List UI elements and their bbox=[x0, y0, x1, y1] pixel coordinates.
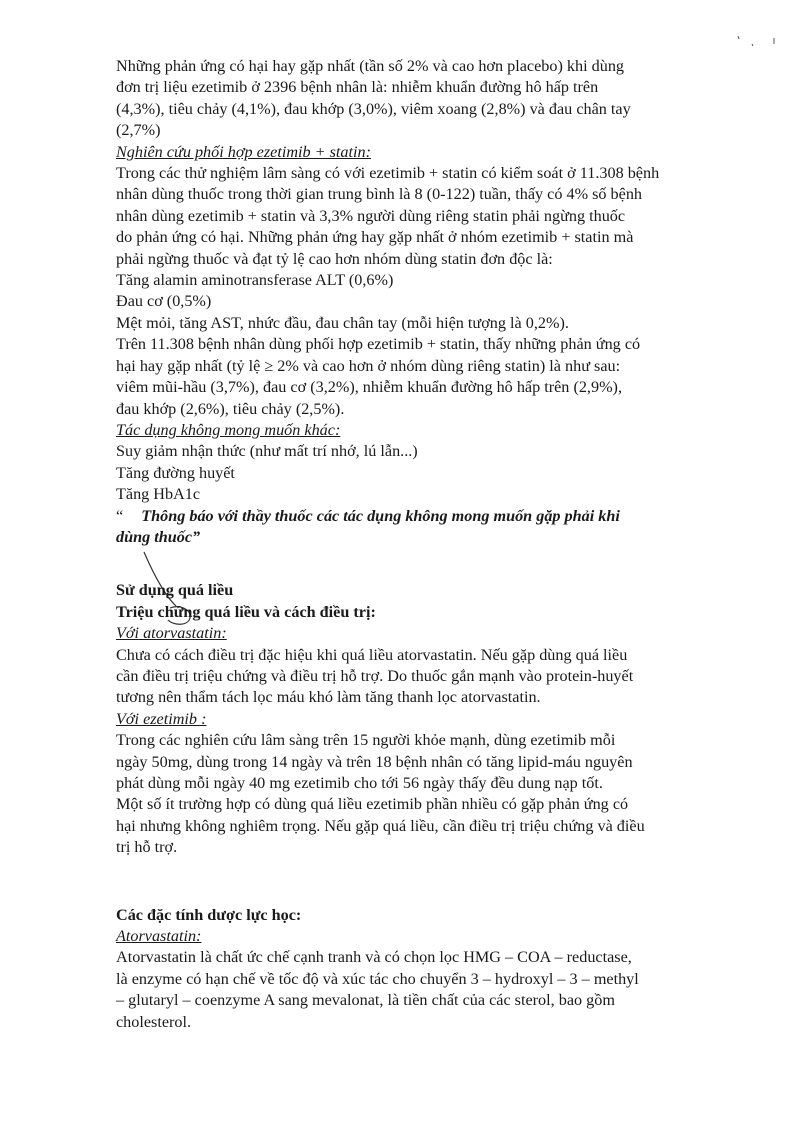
subheading-other-effects: Tác dụng không mong muốn khác: bbox=[116, 420, 341, 439]
text-line: Atorvastatin là chất ức chế cạnh tranh và có chọn lọc HMG – COA – reductase, bbox=[116, 948, 632, 967]
text-line: trị hỗ trợ. bbox=[116, 838, 178, 857]
combination-study-section bbox=[116, 142, 736, 420]
notice-line bbox=[116, 506, 736, 527]
text-line: phát dùng mỗi ngày 40 mg ezetimib cho tới 56 ngày thấy đều dung nạp tốt. bbox=[116, 774, 603, 792]
spacer bbox=[116, 859, 736, 905]
text-line: (4,3%), tiêu chảy (4,1%), đau khớp (3,0%), viêm xoang (2,8%) và đau chân tay bbox=[116, 99, 631, 118]
subheading-atorvastatin-overdose: Với atorvastatin: bbox=[116, 624, 227, 643]
text-line: Mệt mỏi, tăng AST, nhức đầu, đau chân tay (mỗi hiện tượng là 0,2%). bbox=[116, 313, 569, 332]
text-line: Một số ít trường hợp có dùng quá liều ezetimib phần nhiều có gặp phản ứng có bbox=[116, 795, 629, 814]
text-line: đơn trị liệu ezetimib ở 2396 bệnh nhân là: nhiễm khuẩn đường hô hấp trên bbox=[116, 78, 599, 97]
text-line: do phản ứng có hại. Những phản ứng hay gặp nhất ở nhóm ezetimib + statin mà bbox=[116, 228, 634, 247]
other-adverse-effects-section bbox=[116, 420, 736, 548]
text-line: viêm mũi-hầu (3,7%), đau cơ (3,2%), nhiễm khuẩn đường hô hấp trên (2,9%), bbox=[116, 378, 622, 397]
document-body bbox=[116, 56, 736, 1033]
text-line: phải ngừng thuốc và đạt tỷ lệ cao hơn nhóm dùng statin đơn độc là: bbox=[116, 249, 553, 268]
text-line: (2,7%) bbox=[116, 121, 161, 140]
text-line: Suy giảm nhận thức (như mất trí nhớ, lú lẫn...) bbox=[116, 442, 418, 461]
text-line: hại hay gặp nhất (tỷ lệ ≥ 2% và cao hơn ở nhóm dùng riêng statin) là như sau: bbox=[116, 356, 621, 375]
subheading-atorvastatin: Atorvastatin: bbox=[116, 927, 202, 946]
text-line: – glutaryl – coenzyme A sang mevalonat, là tiền chất của các sterol, bao gồm bbox=[116, 991, 615, 1010]
text-line: là enzyme có hạn chế về tốc độ và xúc tác cho chuyển 3 – hydroxyl – 3 – methyl bbox=[116, 969, 639, 988]
text-line: Tăng alamin aminotransferase ALT (0,6%) bbox=[116, 271, 394, 290]
subheading-combination-study: Nghiên cứu phối hợp ezetimib + statin: bbox=[116, 142, 371, 161]
text-line: cholesterol. bbox=[116, 1012, 192, 1031]
spacer bbox=[116, 548, 736, 580]
subheading-ezetimib-overdose: Với ezetimib : bbox=[116, 709, 207, 728]
text-line: tương nên thẩm tách lọc máu khó làm tăng thanh lọc atorvastatin. bbox=[116, 688, 541, 707]
heading-overdose: Sử dụng quá liều bbox=[116, 581, 234, 600]
open-quote: “ bbox=[116, 506, 124, 525]
text-line: cần điều trị triệu chứng và điều trị hỗ trợ. Do thuốc gắn mạnh vào protein-huyết bbox=[116, 666, 634, 685]
text-line: đau khớp (2,6%), tiêu chảy (2,5%). bbox=[116, 399, 345, 418]
heading-pharmacodynamics: Các đặc tính dược lực học: bbox=[116, 905, 302, 924]
text-line: Tăng HbA1c bbox=[116, 485, 201, 504]
text-line: Chưa có cách điều trị đặc hiệu khi quá liều atorvastatin. Nếu gặp dùng quá liều bbox=[116, 645, 628, 664]
heading-overdose-symptoms: Triệu chứng quá liều và cách điều trị: bbox=[116, 602, 376, 621]
text-line: Đau cơ (0,5%) bbox=[116, 292, 212, 311]
text-line: Trong các thử nghiệm lâm sàng có với ezetimib + statin có kiểm soát ở 11.308 bệnh bbox=[116, 164, 660, 183]
text-line: nhân dùng ezetimib + statin và 3,3% người dùng riêng statin phải ngừng thuốc bbox=[116, 206, 626, 225]
adverse-effects-monotherapy-section bbox=[116, 56, 736, 142]
text-line: Trên 11.308 bệnh nhân dùng phối hợp ezetimib + statin, thấy những phản ứng có bbox=[116, 335, 641, 354]
notice-text: Thông báo với thầy thuốc các tác dụng không mong muốn gặp phải khi bbox=[141, 506, 620, 525]
text-line: Trong các nghiên cứu lâm sàng trên 15 người khỏe mạnh, dùng ezetimib mỗi bbox=[116, 731, 616, 750]
text-line: nhân dùng thuốc trong thời gian trung bình là 8 (0-122) tuần, thấy có 4% số bệnh bbox=[116, 185, 643, 204]
overdose-section bbox=[116, 580, 736, 858]
text-line: hại nhưng không nghiêm trọng. Nếu gặp quá liều, cần điều trị triệu chứng và điều bbox=[116, 816, 645, 835]
text-line: ngày 50mg, dùng trong 14 ngày và trên 18 bệnh nhân có tăng lipid-máu nguyên bbox=[116, 752, 633, 771]
text-line: Những phản ứng có hại hay gặp nhất (tần số 2% và cao hơn placebo) khi dùng bbox=[116, 57, 625, 75]
text-line: Tăng đường huyết bbox=[116, 463, 235, 482]
notice-text-end: dùng thuốc” bbox=[116, 527, 201, 546]
pharmacodynamics-section bbox=[116, 905, 736, 1033]
corner-ticks-mark bbox=[730, 30, 790, 60]
